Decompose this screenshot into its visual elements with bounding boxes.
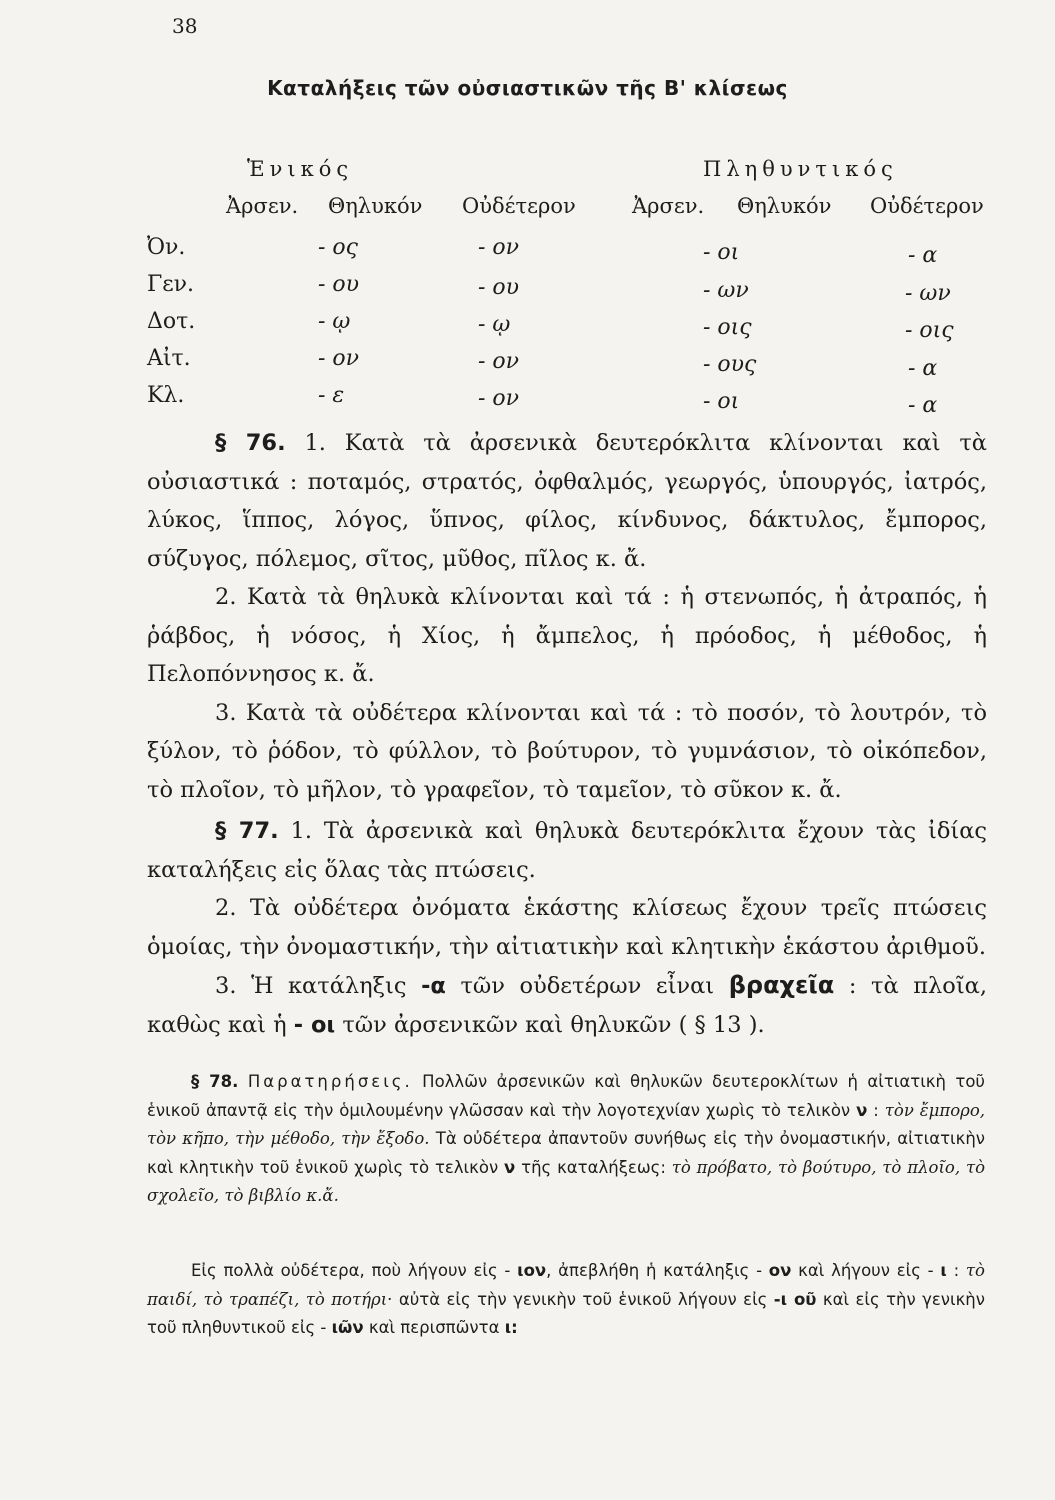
note-text-1: Εἰς πολλὰ οὐδέτερα, ποὺ λήγουν εἰς - (191, 1261, 511, 1280)
s76-paragraph-2: 2. Κατὰ τὰ θηλυκὰ κλίνονται καὶ τά : ἡ στενωπός, ἡ ἀτραπός, ἡ ῥάβδος, ἡ νόσος, ἡ Χίος, ἡ ἄμπελος, ἡ πρόοδος, ἡ μέθοδος, ἡ Πελοπόννησος κ. ἄ. (147, 584, 987, 687)
ending-cell: - ον (478, 386, 520, 411)
ending-cell: - ε (318, 383, 345, 408)
note-bold-4: -ι οῦ (773, 1289, 817, 1309)
gender-header: Ἀρσεν. (632, 194, 705, 218)
note-text-4: : (953, 1261, 960, 1280)
ending-cell: - ους (703, 352, 757, 377)
s77-text-3e: : τὰ πλοῖα, καθὼς καὶ ἡ (147, 973, 988, 1038)
ending-cell: - α (908, 393, 938, 418)
gender-header: Οὐδέτερον (462, 194, 576, 218)
section-76 (147, 424, 987, 809)
s76-paragraph-1 (147, 424, 987, 578)
ending-cell: - οις (905, 318, 954, 343)
note-text-7: καὶ περισπῶντα (368, 1318, 500, 1337)
ending-cell: - α (908, 356, 938, 381)
s77-brachea: βραχεῖα (728, 971, 835, 999)
ending-cell: - ος (318, 235, 358, 260)
case-label: Ὀν. (147, 235, 186, 260)
case-label: Γεν. (147, 272, 195, 297)
s77-ending-oi: - οι (293, 1011, 336, 1038)
ending-cell: - ῳ (318, 309, 351, 334)
s78-label: Παρατηρήσεις. (247, 1072, 413, 1091)
ending-cell: - ου (478, 275, 520, 300)
ending-cell: - α (908, 243, 938, 268)
s76-paragraph-3: 3. Κατὰ τὰ οὐδέτερα κλίνονται καὶ τά : τὸ ποσόν, τὸ λουτρόν, τὸ ξύλον, τὸ ῥόδον, τὸ φύλλον, τὸ βούτυρον, τὸ γυμνάσιον, τὸ οἰκόπεδον, τὸ πλοῖον, τὸ μῆλον, τὸ γραφεῖον, τὸ ταμεῖον, τὸ σῦκον κ. ἄ. (147, 699, 987, 803)
note-paragraph (147, 1257, 985, 1343)
gender-header: Θηλυκόν (328, 194, 423, 218)
s78-italic-1: τὸν ἔμπορο, τὸν κῆπο, τὴν μέθοδο, τὴν ἔξοδο. (147, 1100, 986, 1148)
s78-text-1: Πολλῶν ἀρσενικῶν καὶ θηλυκῶν δευτεροκλίτων ἡ αἰτιατικὴ τοῦ ἑνικοῦ ἀπαντᾷ εἰς τὴν ὁμιλουμένην γλῶσσαν καὶ τὴν λογοτεχνίαν χωρὶς τὸ τελικὸν (147, 1072, 985, 1120)
s78-text-3: Τὰ οὐδέτερα ἀπαντοῦν συνήθως εἰς τὴν ὀνομαστικήν, αἰτιατικὴν καὶ κλητικὴν τοῦ ἑνικοῦ χωρὶς τὸ τελικὸν (147, 1129, 985, 1177)
s77-text-3c: τῶν οὐδετέρων εἶναι (460, 973, 715, 999)
ending-cell: - οις (703, 315, 752, 340)
note-text-5: αὐτὰ εἰς τὴν γενικὴν τοῦ ἑνικοῦ λήγουν εἰς (398, 1289, 768, 1309)
note-italic-1: τὸ παιδί, τὸ τραπέζι, τὸ ποτήρι· (147, 1261, 985, 1309)
s77-text-1: 1. Τὰ ἀρσενικὰ καὶ θηλυκὰ δευτερόκλιτα ἔχουν τὰς ἰδίας καταλήξεις εἰς ὅλας τὰς πτώσεις. (147, 818, 987, 883)
s77-paragraph-1 (147, 812, 987, 889)
s77-paragraph-3 (147, 966, 987, 1044)
ending-cell: - ων (905, 281, 951, 306)
gender-header: Ἀρσεν. (226, 194, 299, 218)
s78-italic-2: τὸ πρόβατο, τὸ βούτυρο, τὸ πλοῖο, τὸ σχολεῖο, τὸ βιβλίο κ.ἄ. (147, 1157, 986, 1205)
plural-header: Πληθυντικός (703, 157, 898, 181)
s77-ending-alpha: -α (421, 973, 446, 999)
s77-text-3g: τῶν ἀρσενικῶν καὶ θηλυκῶν ( § 13 ). (342, 1011, 765, 1038)
gender-header: Οὐδέτερον (870, 194, 984, 218)
s78-text-2: : (873, 1100, 879, 1120)
s76-text-1: 1. Κατὰ τὰ ἀρσενικὰ δευτερόκλιτα κλίνονται καὶ τὰ οὐσιαστικά : ποταμός, στρατός, ὀφθαλμός, γεωργός, ὑπουργός, ἰατρός, λύκος, ἵππος, λόγος, ὕπνος, φίλος, κίνδυνος, δάκτυλος, ἔμπορος, σύζυγος, πόλεμος, σῖτος, μῦθος, πῖλος κ. ἄ. (147, 430, 987, 572)
note-bold-6: ι: (504, 1318, 518, 1337)
note-text-3: καὶ λήγουν εἰς - (798, 1261, 934, 1280)
ending-cell: - ον (478, 235, 520, 260)
s78-paragraph (147, 1068, 985, 1211)
case-label: Δοτ. (147, 309, 196, 334)
singular-header: Ἑνικός (247, 157, 354, 181)
page-title: Καταλήξεις τῶν οὐσιαστικῶν τῆς Β' κλίσεως (267, 76, 788, 100)
ending-cell: - ον (478, 349, 520, 374)
section-78 (147, 1068, 985, 1211)
note-text-2: , ἀπεβλήθη ἡ κατάληξις - (546, 1261, 763, 1280)
case-label: Κλ. (147, 383, 185, 408)
note-text-6: καὶ εἰς τὴν γενικὴν τοῦ πληθυντικοῦ εἰς - (147, 1289, 985, 1337)
ending-cell: - ων (703, 278, 749, 303)
note-bold-5: ιῶν (331, 1318, 364, 1337)
ending-cell: - οι (703, 240, 740, 265)
s78-text-4: τῆς καταλήξεως: (521, 1157, 666, 1177)
note-bold-3: ι (940, 1261, 947, 1280)
note-bold-1: ιον (517, 1261, 547, 1280)
gender-header: Θηλυκόν (737, 194, 832, 218)
s77-text-3a: 3. Ἡ κατάληξις (215, 973, 407, 999)
note-bold-2: ον (768, 1261, 792, 1280)
page-number: 38 (172, 14, 198, 38)
case-label: Αἰτ. (147, 346, 191, 371)
ending-cell: - ον (318, 346, 360, 371)
s77-paragraph-2: 2. Τὰ οὐδέτερα ὀνόματα ἑκάστης κλίσεως ἔχουν τρεῖς πτώσεις ὁμοίας, τὴν ὀνομαστικήν, τὴν αἰτιατικὴν καὶ κλητικὴν ἑκάστου ἀριθμοῦ. (147, 895, 987, 960)
ending-cell: - οι (703, 389, 740, 414)
ending-cell: - ου (318, 272, 360, 297)
section-77 (147, 812, 987, 1044)
s76-number: § 76. (215, 430, 286, 456)
s77-number: § 77. (215, 818, 279, 844)
ending-cell: - ῳ (478, 312, 511, 337)
note-section (147, 1257, 985, 1343)
s78-bold-nu-1: ν (856, 1100, 868, 1120)
s78-number: § 78. (191, 1072, 239, 1091)
s78-bold-nu-2: ν (504, 1157, 516, 1177)
